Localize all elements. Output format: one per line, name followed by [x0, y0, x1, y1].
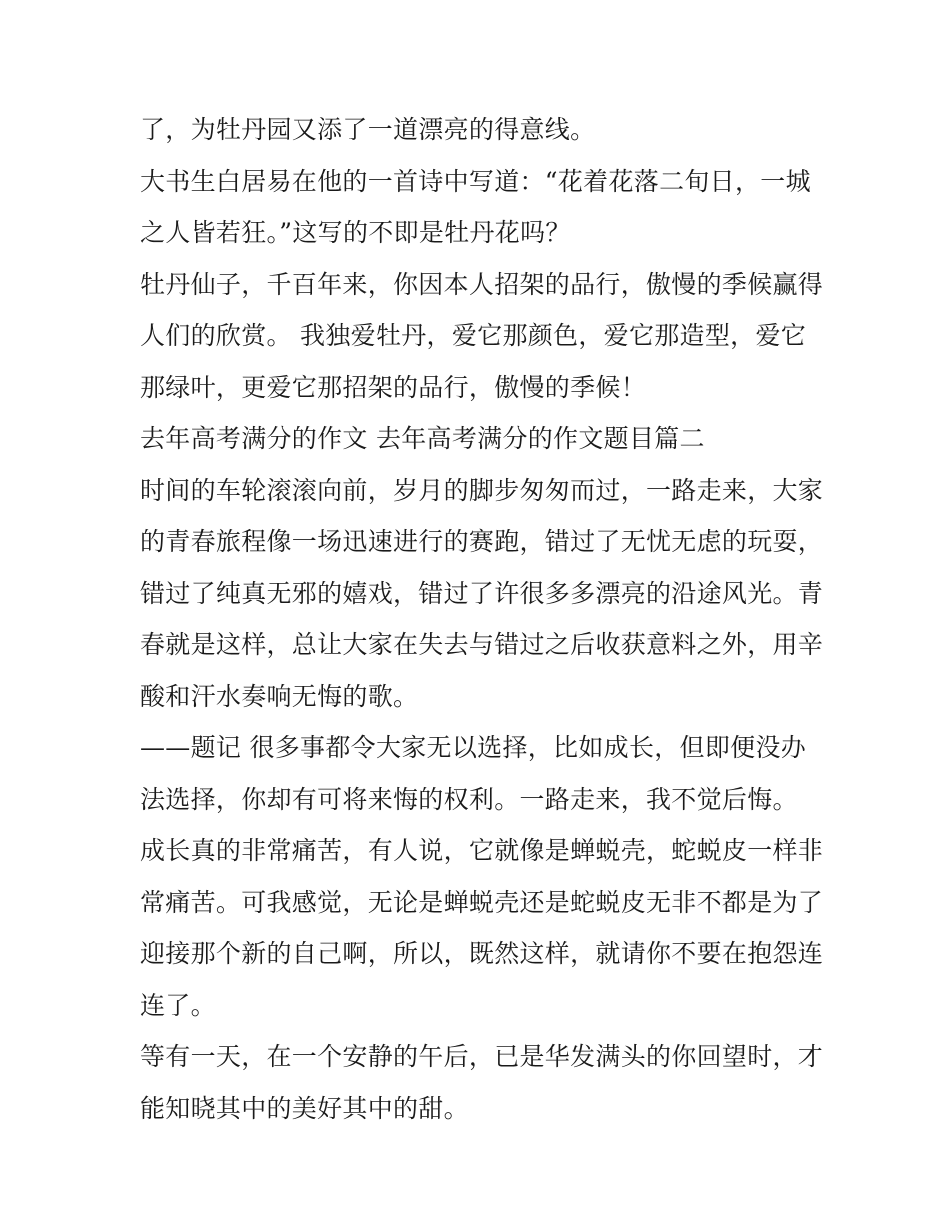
text-line-3: 之人皆若狂。”这写的不即是牡丹花吗？ — [140, 218, 571, 247]
text-line-20: 能知晓其中的美好其中的甜。 — [140, 1093, 469, 1123]
text-line-19: 等有一天，在一个安静的午后，已是华发满头的你回望时，才 — [140, 1042, 824, 1071]
text-line-2: 大书生白居易在他的一首诗中写道：“花着花落二旬日，一城 — [140, 166, 811, 196]
text-line-16: 常痛苦。可我感觉，无论是蝉蜕壳还是蛇蜕皮无非不都是为了 — [140, 887, 824, 917]
text-line-14: 法选择，你却有可将来悔的权利。一路走来，我不觉后悔。 — [140, 784, 798, 814]
text-line-6: 那绿叶，更爱它那招架的品行，傲慢的季候！ — [140, 372, 647, 402]
text-line-12: 酸和汗水奏响无悔的歌。 — [140, 681, 419, 711]
text-line-8: 时间的车轮滚滚向前，岁月的脚步匆匆而过，一路走来，大家 — [140, 475, 824, 505]
text-line-10: 错过了纯真无邪的嬉戏，错过了许很多多漂亮的沿途风光。青 — [140, 578, 824, 608]
document-body — [140, 104, 824, 1134]
section-heading: 去年高考满分的作文 去年高考满分的作文题目篇二 — [140, 424, 705, 453]
text-line-5: 人们的欣赏。 我独爱牡丹，爱它那颜色，爱它那造型，爱它 — [140, 321, 807, 350]
text-line-17: 迎接那个新的自己啊，所以，既然这样，就请你不要在抱怨连 — [140, 939, 824, 968]
text-line-9: 的青春旅程像一场迅速进行的赛跑，错过了无忧无虑的玩耍， — [140, 527, 824, 556]
text-line-11: 春就是这样，总让大家在失去与错过之后收获意料之外，用辛 — [140, 630, 824, 659]
text-line-4: 牡丹仙子，千百年来，你因本人招架的品行，傲慢的季候赢得 — [140, 269, 824, 299]
text-line-18: 连了。 — [140, 990, 216, 1020]
text-line-13: ——题记 很多事都令大家无以选择，比如成长，但即便没办 — [140, 733, 807, 762]
text-line-1: 了，为牡丹园又添了一道漂亮的得意线。 — [140, 115, 596, 144]
text-line-15: 成长真的非常痛苦，有人说，它就像是蝉蜕壳，蛇蜕皮一样非 — [140, 836, 824, 865]
